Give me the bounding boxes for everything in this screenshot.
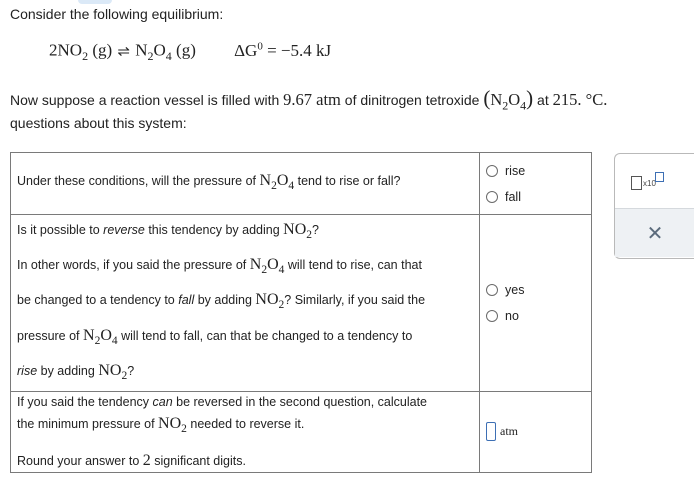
setup-text (10, 86, 607, 113)
q2-line1 (17, 215, 473, 250)
question-3 (11, 391, 480, 472)
q2-no-sub-c: 2 (121, 369, 128, 382)
q2-l2b: will tend to rise, can that (284, 258, 422, 273)
q2-l3d: ? Similarly, if you said the (284, 293, 426, 308)
q1-formula (259, 171, 295, 193)
q2-l5b: by adding (37, 363, 99, 378)
q3-l1c: be reversed in the second question, calculate (172, 395, 427, 410)
answer-1 (480, 153, 592, 215)
q2-no-sub-b: 2 (278, 299, 285, 312)
q2-l3b: fall (178, 293, 195, 308)
option-fall[interactable] (486, 184, 591, 210)
q1-text-b: tend to rise or fall? (294, 173, 401, 188)
product-n: N (135, 40, 148, 60)
q2-no2-b (255, 291, 285, 312)
setup-part2: of dinitrogen tetroxide (340, 92, 484, 108)
delta-g-sup: 0 (257, 40, 263, 52)
option-rise[interactable] (486, 158, 591, 184)
q2-no2-c (98, 361, 128, 382)
q2-l2a: In other words, if you said the pressure of (17, 258, 250, 273)
q2-sub2-a: 4 (278, 264, 285, 277)
header-highlight (78, 0, 112, 4)
paren-open: ( (483, 86, 491, 110)
q1-sub1: 2 (271, 180, 277, 193)
formula-n: N (490, 90, 503, 109)
q1-text-a: Under these conditions, will the pressure of (17, 173, 260, 188)
q2-qmark-c: ? (127, 363, 135, 378)
q3-no2 (158, 415, 187, 436)
radio-yes[interactable] (486, 284, 498, 296)
q2-sub1-a: 2 (261, 264, 268, 277)
temperature: 215. °C. (552, 90, 608, 109)
question-row-1 (11, 153, 592, 215)
q3-line3 (17, 450, 473, 472)
q2-l4b: will tend to fall, can that be changed to a tendency to (117, 328, 413, 343)
delta-g-symbol: ΔG (234, 40, 258, 60)
question-row-2 (11, 215, 592, 392)
pressure-input[interactable] (486, 422, 496, 441)
question-row-3 (11, 391, 592, 472)
clear-button[interactable] (615, 208, 694, 257)
q2-no-c: NO (98, 361, 122, 379)
q2-no-sub: 2 (306, 229, 312, 242)
q3-l2b: needed to reverse it. (186, 417, 305, 432)
q3-l3c: significant digits. (150, 453, 246, 468)
reactant-subscript: 2 (82, 49, 89, 64)
q2-l1c: this tendency by adding (144, 223, 284, 237)
initial-pressure: 9.67 atm (283, 90, 341, 109)
q3-line2 (17, 413, 473, 440)
q2-n2o4-a (249, 256, 285, 277)
q1-o: O (276, 171, 289, 189)
intro-text: Consider the following equilibrium: (10, 6, 224, 22)
close-icon: ✕ (646, 222, 664, 245)
product-sub2: 4 (165, 49, 172, 64)
option-fall-label: fall (505, 189, 521, 204)
q3-l1b: can (152, 395, 173, 410)
option-yes-label: yes (505, 282, 525, 297)
q2-n2o4-b (83, 326, 118, 347)
exponent-box-icon (655, 172, 664, 182)
product-state: (g) (176, 40, 196, 60)
q2-l4a: pressure of (17, 328, 84, 343)
formula-sub2: 4 (520, 98, 527, 113)
q3-no: NO (158, 415, 182, 433)
q2-no2-a (283, 221, 312, 242)
reactant: 2NO (49, 40, 83, 60)
answer-2 (480, 215, 592, 392)
pressure-unit: atm (500, 424, 518, 439)
equilibrium-equation (49, 40, 331, 64)
q2-line4 (17, 321, 473, 356)
q2-no-b: NO (255, 291, 279, 309)
q2-line3 (17, 285, 473, 320)
q3-line1 (17, 392, 473, 413)
formula-n2o4 (490, 90, 527, 113)
q2-line5 (17, 356, 473, 391)
q3-l1a: If you said the tendency (17, 395, 153, 410)
q3-sigfig: 2 (142, 451, 151, 469)
radio-rise[interactable] (486, 165, 498, 177)
answer-3-field (486, 422, 591, 441)
q2-o-b: O (100, 326, 112, 344)
setup-line2: questions about this system: (10, 115, 187, 131)
reactant-state: (g) (92, 40, 113, 60)
q2-n-b: N (83, 326, 95, 344)
setup-part1: Now suppose a reaction vessel is filled with (10, 92, 284, 108)
q2-l5a: rise (17, 363, 38, 378)
q2-sub1-b: 2 (94, 334, 101, 347)
q3-no-sub: 2 (181, 423, 187, 436)
x10-label: x10 (643, 179, 656, 188)
formula-o: O (508, 90, 521, 109)
question-2 (11, 215, 480, 392)
q1-sub2: 4 (288, 180, 295, 193)
radio-no[interactable] (486, 310, 498, 322)
product-o: O (153, 40, 166, 60)
product-sub1: 2 (147, 49, 154, 64)
question-table (10, 152, 592, 473)
q2-l3c: by adding (194, 293, 256, 308)
q2-o-a: O (267, 256, 279, 274)
q2-l3a: be changed to a tendency to (17, 293, 179, 308)
answer-3 (480, 391, 592, 472)
math-tool-panel (614, 153, 694, 259)
delta-g (234, 41, 331, 60)
formula-sub1: 2 (502, 98, 509, 113)
option-rise-label: rise (505, 163, 526, 178)
q2-no: NO (283, 221, 307, 238)
q3-l3a: Round your answer to (17, 453, 143, 468)
x10-button[interactable] (631, 172, 667, 194)
q3-l2a: the minimum pressure of (17, 417, 159, 432)
delta-g-value: = −5.4 kJ (267, 40, 332, 60)
q2-line2 (17, 250, 473, 285)
q1-n: N (259, 171, 272, 189)
q2-l1b: reverse (103, 223, 145, 237)
option-yes[interactable] (486, 277, 591, 303)
radio-fall[interactable] (486, 191, 498, 203)
setup-part3: at (533, 92, 553, 108)
question-1 (11, 153, 480, 215)
option-no-label: no (505, 308, 519, 323)
q2-qmark: ? (312, 223, 319, 237)
q2-l1a: Is it possible to (17, 223, 104, 237)
q2-n-a: N (249, 256, 262, 274)
equilibrium-arrow-icon: ⇌ (117, 43, 130, 60)
paren-close: ) (526, 86, 534, 110)
mantissa-box-icon (631, 176, 642, 190)
q2-sub2-b: 4 (111, 334, 118, 347)
option-no[interactable] (486, 303, 591, 329)
